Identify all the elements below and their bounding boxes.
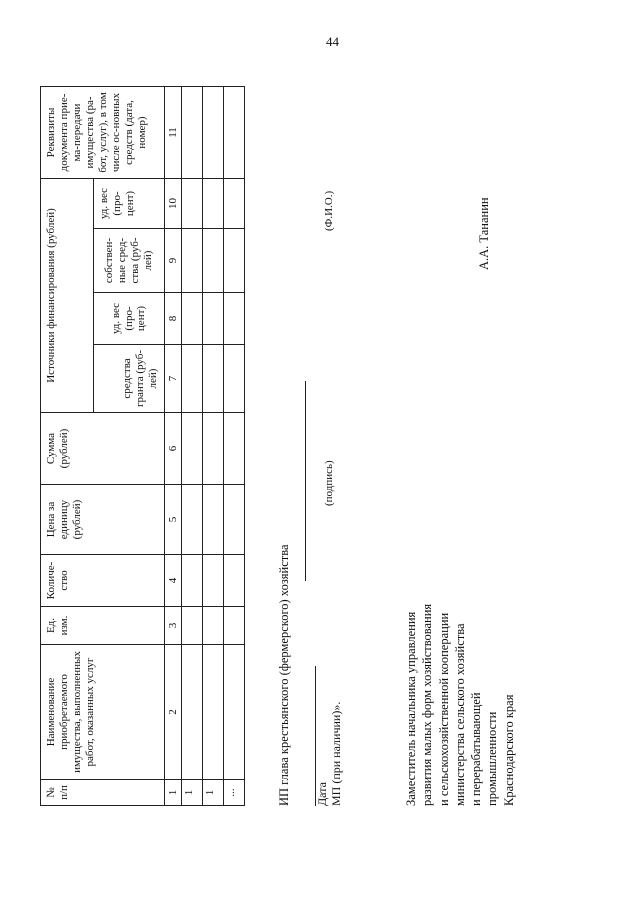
row-num: 1 bbox=[203, 780, 224, 806]
col-number: 5 bbox=[165, 485, 182, 555]
header-share2: уд. вес (про-цент) bbox=[94, 179, 165, 229]
official-line: министерства сельского хозяйства bbox=[452, 623, 467, 806]
col-number: 6 bbox=[165, 413, 182, 485]
rotated-landscape-content bbox=[25, 76, 625, 866]
col-number: 11 bbox=[165, 87, 182, 179]
header-own: собствен-ные сред-ства (руб-лей) bbox=[94, 229, 165, 293]
col-number: 7 bbox=[165, 345, 182, 413]
header-share1: уд. вес (про-цент) bbox=[94, 293, 165, 345]
header-name: Наименование приобретаемого имущества, выполненных работ, оказанных услуг bbox=[41, 645, 165, 780]
header-qty: Количе-ство bbox=[41, 555, 165, 607]
row-num: ... bbox=[224, 780, 245, 806]
official-line: промышленности bbox=[485, 711, 500, 806]
date-mp-block bbox=[315, 702, 344, 806]
col-number: 4 bbox=[165, 555, 182, 607]
col-number: 10 bbox=[165, 179, 182, 229]
official-line: и сельскохозяйственной кооперации bbox=[436, 612, 451, 806]
mp-label: МП (при наличии)». bbox=[329, 701, 344, 806]
official-line: Краснодарского края bbox=[501, 694, 516, 806]
official-line: развития малых форм хозяйствования bbox=[420, 603, 435, 806]
table-row bbox=[224, 87, 245, 806]
table-row bbox=[182, 87, 203, 806]
podpis-caption: (подпись) bbox=[323, 460, 335, 506]
header-unit: Ед. изм. bbox=[41, 607, 165, 645]
official-position bbox=[403, 386, 517, 806]
col-number: 1 bbox=[165, 780, 182, 806]
signature-line bbox=[305, 381, 306, 581]
fio-caption: (Ф.И.О.) bbox=[323, 190, 335, 231]
signer-name: А.А. Тананин bbox=[477, 197, 491, 270]
col-number: 8 bbox=[165, 293, 182, 345]
date-label: Дата bbox=[315, 782, 329, 806]
page-number-text: 44 bbox=[326, 34, 339, 49]
financing-table bbox=[40, 86, 245, 806]
header-grant: средства гранта (руб-лей) bbox=[94, 345, 165, 413]
col-number: 9 bbox=[165, 229, 182, 293]
official-line: Заместитель начальника управления bbox=[404, 611, 418, 806]
table-row bbox=[203, 87, 224, 806]
header-row-1 bbox=[41, 87, 94, 806]
header-sum: Сумма (рублей) bbox=[41, 413, 165, 485]
row-num: 1 bbox=[182, 780, 203, 806]
header-requisites: Реквизиты документа прие-ма-передачи имущества (ра-бот, услуг), в том числе ос-новных средств (дата, номер) bbox=[41, 87, 165, 179]
header-sources: Источники финансирования (рублей) bbox=[41, 179, 94, 413]
signer-title: ИП глава крестьянского (фермерского) хозяйства bbox=[277, 544, 291, 806]
col-number: 2 bbox=[165, 645, 182, 780]
official-line: и перерабатывающей bbox=[469, 692, 483, 806]
col-number: 3 bbox=[165, 607, 182, 645]
header-price: Цена за единицу (рублей) bbox=[41, 485, 165, 555]
column-number-row bbox=[165, 87, 182, 806]
header-num: № п/п bbox=[41, 780, 165, 806]
